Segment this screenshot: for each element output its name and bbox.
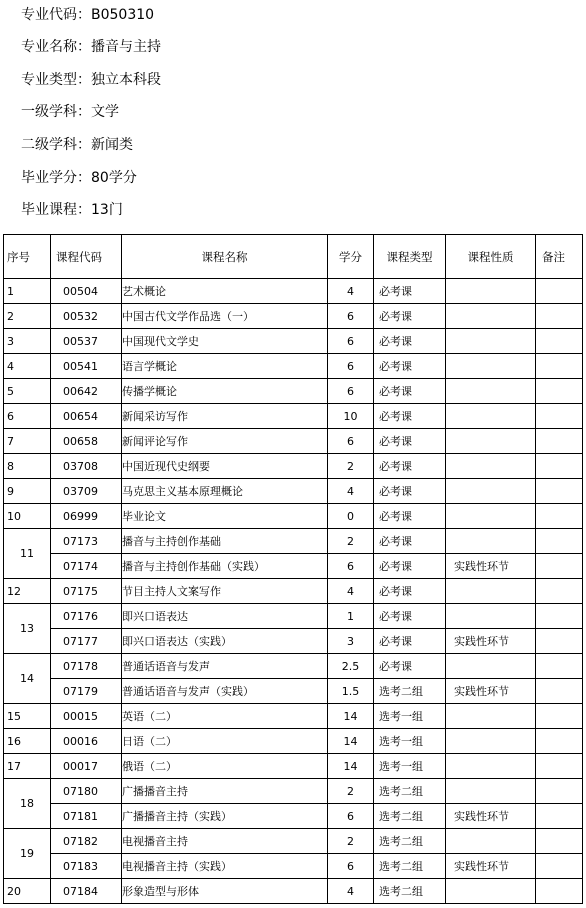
cell-course-code: 00017 xyxy=(51,754,122,779)
table-row xyxy=(4,354,583,379)
cell-note xyxy=(536,404,583,429)
cell-note xyxy=(536,829,583,854)
cell-course-name: 形象造型与形体 xyxy=(122,879,328,904)
table-row xyxy=(4,779,583,804)
cell-course-code: 00537 xyxy=(51,329,122,354)
cell-note xyxy=(536,679,583,704)
table-row xyxy=(4,404,583,429)
cell-seq: 16 xyxy=(4,729,51,754)
cell-note xyxy=(536,779,583,804)
cell-course-name: 节目主持人文案写作 xyxy=(122,579,328,604)
cell-course-code: 06999 xyxy=(51,504,122,529)
header-note: 备注 xyxy=(536,235,583,279)
info-label: 毕业学分： xyxy=(21,170,91,186)
header-credit: 学分 xyxy=(328,235,374,279)
cell-note xyxy=(536,379,583,404)
cell-course-type: 选考一组 xyxy=(374,729,446,754)
cell-course-name: 播音与主持创作基础（实践） xyxy=(122,554,328,579)
table-row xyxy=(4,379,583,404)
cell-course-name: 即兴口语表达（实践） xyxy=(122,629,328,654)
cell-course-code: 00658 xyxy=(51,429,122,454)
cell-seq: 4 xyxy=(4,354,51,379)
table-row xyxy=(4,879,583,904)
cell-credit: 6 xyxy=(328,329,374,354)
cell-seq: 12 xyxy=(4,579,51,604)
table-row xyxy=(4,754,583,779)
cell-seq: 8 xyxy=(4,454,51,479)
cell-note xyxy=(536,504,583,529)
cell-course-type: 必考课 xyxy=(374,629,446,654)
info-label: 专业名称： xyxy=(21,39,91,55)
cell-course-type: 必考课 xyxy=(374,454,446,479)
cell-course-type: 选考二组 xyxy=(374,879,446,904)
cell-credit: 2 xyxy=(328,829,374,854)
cell-seq: 20 xyxy=(4,879,51,904)
table-header-row xyxy=(4,235,583,279)
cell-course-type: 选考二组 xyxy=(374,854,446,879)
header-course-nature: 课程性质 xyxy=(446,235,536,279)
cell-seq: 19 xyxy=(4,829,51,879)
cell-course-type: 必考课 xyxy=(374,504,446,529)
table-row xyxy=(4,504,583,529)
cell-note xyxy=(536,854,583,879)
table-row xyxy=(4,829,583,854)
cell-seq: 6 xyxy=(4,404,51,429)
cell-course-type: 必考课 xyxy=(374,579,446,604)
info-primary-discipline xyxy=(21,104,119,120)
cell-course-name: 英语（二） xyxy=(122,704,328,729)
cell-course-type: 必考课 xyxy=(374,604,446,629)
cell-note xyxy=(536,429,583,454)
cell-credit: 4 xyxy=(328,479,374,504)
table-row xyxy=(4,804,583,829)
cell-course-type: 选考一组 xyxy=(374,754,446,779)
cell-course-name: 中国古代文学作品选（一） xyxy=(122,304,328,329)
info-value: 80学分 xyxy=(91,170,137,186)
cell-course-nature xyxy=(446,379,536,404)
cell-course-type: 选考二组 xyxy=(374,829,446,854)
cell-course-code: 07177 xyxy=(51,629,122,654)
cell-course-name: 广播播音主持 xyxy=(122,779,328,804)
cell-course-code: 07181 xyxy=(51,804,122,829)
table-row xyxy=(4,529,583,554)
table-row xyxy=(4,454,583,479)
cell-seq: 1 xyxy=(4,279,51,304)
cell-course-name: 普通话语音与发声（实践） xyxy=(122,679,328,704)
info-label: 二级学科： xyxy=(21,137,91,153)
cell-course-code: 07183 xyxy=(51,854,122,879)
cell-credit: 14 xyxy=(328,704,374,729)
cell-credit: 2 xyxy=(328,529,374,554)
cell-seq: 7 xyxy=(4,429,51,454)
cell-course-name: 传播学概论 xyxy=(122,379,328,404)
info-major-type xyxy=(21,72,161,88)
cell-course-code: 07182 xyxy=(51,829,122,854)
cell-credit: 6 xyxy=(328,379,374,404)
header-course-code: 课程代码 xyxy=(51,235,122,279)
info-major-name xyxy=(21,39,161,55)
cell-note xyxy=(536,529,583,554)
cell-course-nature xyxy=(446,729,536,754)
cell-credit: 1 xyxy=(328,604,374,629)
table-row xyxy=(4,679,583,704)
cell-course-code: 07184 xyxy=(51,879,122,904)
cell-course-nature xyxy=(446,579,536,604)
cell-course-code: 07176 xyxy=(51,604,122,629)
cell-course-code: 00504 xyxy=(51,279,122,304)
cell-course-code: 03709 xyxy=(51,479,122,504)
cell-course-type: 必考课 xyxy=(374,304,446,329)
cell-course-type: 选考二组 xyxy=(374,779,446,804)
cell-course-nature: 实践性环节 xyxy=(446,629,536,654)
cell-course-type: 必考课 xyxy=(374,554,446,579)
info-secondary-discipline xyxy=(21,137,133,153)
cell-course-code: 07178 xyxy=(51,654,122,679)
table-row xyxy=(4,554,583,579)
cell-seq: 3 xyxy=(4,329,51,354)
cell-course-nature: 实践性环节 xyxy=(446,804,536,829)
cell-course-type: 必考课 xyxy=(374,429,446,454)
cell-course-name: 日语（二） xyxy=(122,729,328,754)
cell-credit: 2.5 xyxy=(328,654,374,679)
cell-course-nature: 实践性环节 xyxy=(446,554,536,579)
cell-course-name: 艺术概论 xyxy=(122,279,328,304)
cell-course-name: 语言学概论 xyxy=(122,354,328,379)
cell-course-name: 俄语（二） xyxy=(122,754,328,779)
cell-credit: 14 xyxy=(328,754,374,779)
cell-seq: 17 xyxy=(4,754,51,779)
cell-course-nature xyxy=(446,479,536,504)
cell-credit: 2 xyxy=(328,454,374,479)
info-value: 新闻类 xyxy=(91,137,133,153)
cell-course-type: 选考一组 xyxy=(374,704,446,729)
info-value: 独立本科段 xyxy=(91,72,161,88)
cell-course-code: 03708 xyxy=(51,454,122,479)
cell-seq: 15 xyxy=(4,704,51,729)
header-seq: 序号 xyxy=(4,235,51,279)
table-row xyxy=(4,729,583,754)
cell-note xyxy=(536,554,583,579)
cell-course-nature xyxy=(446,504,536,529)
cell-course-name: 新闻评论写作 xyxy=(122,429,328,454)
cell-course-nature xyxy=(446,279,536,304)
cell-course-code: 07173 xyxy=(51,529,122,554)
info-label: 专业代码： xyxy=(21,7,91,23)
cell-credit: 0 xyxy=(328,504,374,529)
cell-course-name: 中国近现代史纲要 xyxy=(122,454,328,479)
cell-credit: 6 xyxy=(328,854,374,879)
cell-credit: 2 xyxy=(328,779,374,804)
cell-course-code: 07174 xyxy=(51,554,122,579)
cell-course-code: 00015 xyxy=(51,704,122,729)
cell-course-nature xyxy=(446,829,536,854)
cell-course-nature xyxy=(446,404,536,429)
table-row xyxy=(4,429,583,454)
cell-course-name: 中国现代文学史 xyxy=(122,329,328,354)
table-row xyxy=(4,279,583,304)
cell-course-code: 00642 xyxy=(51,379,122,404)
cell-course-type: 必考课 xyxy=(374,279,446,304)
cell-course-name: 电视播音主持 xyxy=(122,829,328,854)
cell-course-code: 00016 xyxy=(51,729,122,754)
table-row xyxy=(4,304,583,329)
cell-course-name: 电视播音主持（实践） xyxy=(122,854,328,879)
cell-course-type: 必考课 xyxy=(374,529,446,554)
cell-credit: 4 xyxy=(328,579,374,604)
table-row xyxy=(4,604,583,629)
info-graduation-courses xyxy=(21,202,123,218)
cell-course-type: 必考课 xyxy=(374,329,446,354)
cell-course-code: 07175 xyxy=(51,579,122,604)
cell-note xyxy=(536,604,583,629)
cell-course-nature xyxy=(446,354,536,379)
cell-course-name: 即兴口语表达 xyxy=(122,604,328,629)
cell-course-nature xyxy=(446,304,536,329)
cell-course-name: 普通话语音与发声 xyxy=(122,654,328,679)
cell-note xyxy=(536,754,583,779)
cell-course-type: 必考课 xyxy=(374,654,446,679)
cell-course-code: 00532 xyxy=(51,304,122,329)
cell-course-type: 必考课 xyxy=(374,354,446,379)
cell-credit: 6 xyxy=(328,804,374,829)
cell-note xyxy=(536,729,583,754)
table-row xyxy=(4,704,583,729)
cell-course-nature xyxy=(446,329,536,354)
cell-course-type: 选考二组 xyxy=(374,679,446,704)
cell-note xyxy=(536,329,583,354)
cell-course-code: 07180 xyxy=(51,779,122,804)
cell-seq: 11 xyxy=(4,529,51,579)
cell-course-nature xyxy=(446,654,536,679)
cell-course-type: 必考课 xyxy=(374,479,446,504)
cell-credit: 4 xyxy=(328,279,374,304)
cell-course-nature xyxy=(446,529,536,554)
cell-seq: 18 xyxy=(4,779,51,829)
table-row xyxy=(4,479,583,504)
header-course-type: 课程类型 xyxy=(374,235,446,279)
cell-note xyxy=(536,629,583,654)
cell-note xyxy=(536,479,583,504)
cell-note xyxy=(536,704,583,729)
cell-seq: 13 xyxy=(4,604,51,654)
header-course-name: 课程名称 xyxy=(122,235,328,279)
info-value: 文学 xyxy=(91,104,119,120)
course-table-body xyxy=(4,279,583,904)
cell-course-code: 00654 xyxy=(51,404,122,429)
cell-course-name: 广播播音主持（实践） xyxy=(122,804,328,829)
cell-credit: 10 xyxy=(328,404,374,429)
info-label: 一级学科： xyxy=(21,104,91,120)
cell-course-nature xyxy=(446,779,536,804)
table-row xyxy=(4,654,583,679)
course-table xyxy=(3,234,583,904)
cell-note xyxy=(536,454,583,479)
cell-course-nature xyxy=(446,704,536,729)
cell-credit: 4 xyxy=(328,879,374,904)
cell-seq: 2 xyxy=(4,304,51,329)
cell-course-name: 播音与主持创作基础 xyxy=(122,529,328,554)
cell-credit: 14 xyxy=(328,729,374,754)
info-label: 毕业课程： xyxy=(21,202,91,218)
cell-course-nature xyxy=(446,879,536,904)
cell-note xyxy=(536,304,583,329)
cell-course-type: 必考课 xyxy=(374,404,446,429)
cell-seq: 9 xyxy=(4,479,51,504)
cell-course-nature xyxy=(446,454,536,479)
cell-course-type: 选考二组 xyxy=(374,804,446,829)
info-major-code xyxy=(21,7,154,23)
cell-note xyxy=(536,804,583,829)
cell-seq: 5 xyxy=(4,379,51,404)
table-row xyxy=(4,854,583,879)
cell-note xyxy=(536,579,583,604)
cell-course-name: 马克思主义基本原理概论 xyxy=(122,479,328,504)
cell-course-nature: 实践性环节 xyxy=(446,679,536,704)
info-value: 播音与主持 xyxy=(91,39,161,55)
cell-credit: 6 xyxy=(328,429,374,454)
info-label: 专业类型： xyxy=(21,72,91,88)
table-row xyxy=(4,629,583,654)
cell-note xyxy=(536,354,583,379)
table-row xyxy=(4,579,583,604)
info-value: 13门 xyxy=(91,202,123,218)
cell-note xyxy=(536,654,583,679)
cell-course-code: 07179 xyxy=(51,679,122,704)
cell-credit: 1.5 xyxy=(328,679,374,704)
info-graduation-credits xyxy=(21,170,137,186)
cell-course-name: 新闻采访写作 xyxy=(122,404,328,429)
cell-note xyxy=(536,279,583,304)
cell-course-nature xyxy=(446,604,536,629)
cell-seq: 10 xyxy=(4,504,51,529)
cell-seq: 14 xyxy=(4,654,51,704)
info-value: B050310 xyxy=(91,7,155,23)
cell-course-nature xyxy=(446,754,536,779)
cell-credit: 6 xyxy=(328,554,374,579)
cell-credit: 6 xyxy=(328,304,374,329)
cell-course-code: 00541 xyxy=(51,354,122,379)
cell-course-nature xyxy=(446,429,536,454)
cell-credit: 6 xyxy=(328,354,374,379)
cell-course-name: 毕业论文 xyxy=(122,504,328,529)
cell-note xyxy=(536,879,583,904)
cell-course-nature: 实践性环节 xyxy=(446,854,536,879)
cell-course-type: 必考课 xyxy=(374,379,446,404)
cell-credit: 3 xyxy=(328,629,374,654)
table-row xyxy=(4,329,583,354)
